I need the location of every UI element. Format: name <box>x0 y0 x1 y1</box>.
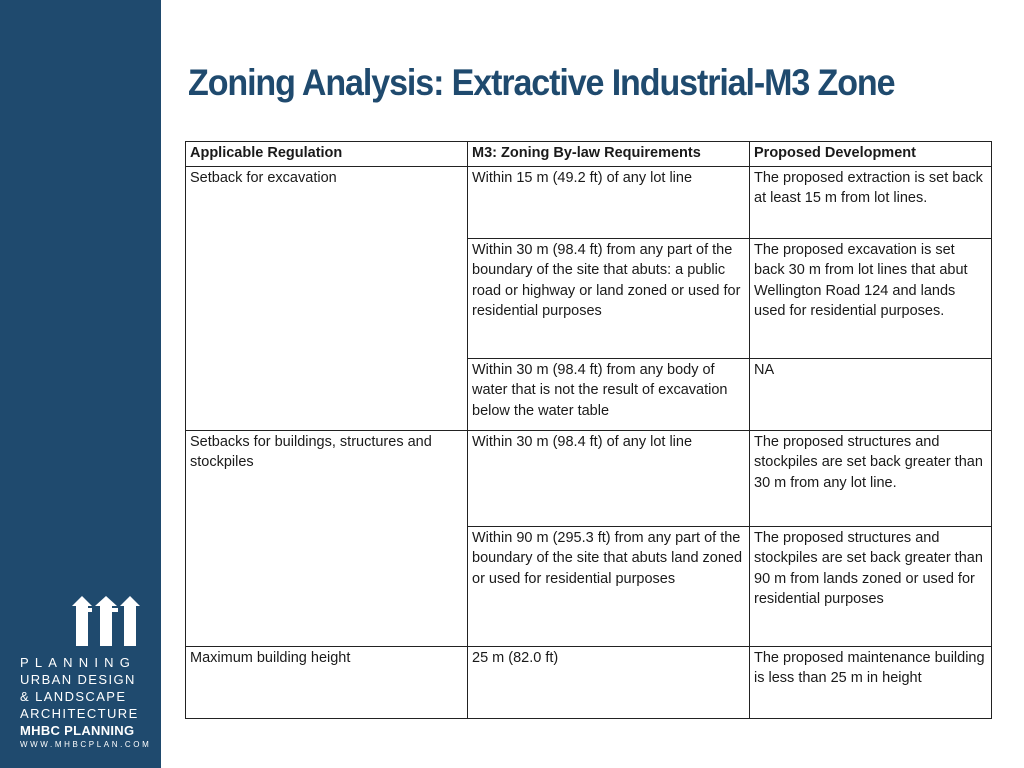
logo-line-planning: PLANNING <box>20 655 137 670</box>
proposed-cell: The proposed maintenance building is less than 25 m in height <box>750 646 992 718</box>
regulation-cell: Setbacks for buildings, structures and stockpiles <box>186 430 468 646</box>
requirement-cell: Within 30 m (98.4 ft) of any lot line <box>468 430 750 526</box>
logo-wordmark <box>20 654 150 751</box>
mhbc-logo-icon <box>68 596 144 648</box>
table-row <box>186 646 992 718</box>
table-header-row <box>186 142 992 167</box>
logo-line-architecture: ARCHITECTURE <box>20 706 139 721</box>
zoning-analysis-table <box>185 141 992 719</box>
table-row <box>186 166 992 238</box>
header-proposed-development: Proposed Development <box>750 142 992 167</box>
requirement-cell: 25 m (82.0 ft) <box>468 646 750 718</box>
proposed-cell: The proposed extraction is set back at least 15 m from lot lines. <box>750 166 992 238</box>
logo-line-urban-design: URBAN DESIGN <box>20 672 136 687</box>
header-bylaw-requirements: M3: Zoning By-law Requirements <box>468 142 750 167</box>
proposed-cell: The proposed structures and stockpiles are set back greater than 30 m from any lot line. <box>750 430 992 526</box>
header-applicable-regulation: Applicable Regulation <box>186 142 468 167</box>
requirement-cell: Within 90 m (295.3 ft) from any part of the boundary of the site that abuts land zoned or used for residential purposes <box>468 526 750 646</box>
sidebar <box>0 0 161 768</box>
requirement-cell: Within 15 m (49.2 ft) of any lot line <box>468 166 750 238</box>
proposed-cell: NA <box>750 358 992 430</box>
logo-url: WWW.MHBCPLAN.COM <box>20 740 152 749</box>
regulation-cell: Setback for excavation <box>186 166 468 430</box>
logo-brand-name: MHBC PLANNING <box>20 723 135 738</box>
slide-title: Zoning Analysis: Extractive Industrial-M3 Zone <box>188 62 895 103</box>
proposed-cell: The proposed structures and stockpiles are set back greater than 90 m from lands zoned or used for residential purposes <box>750 526 992 646</box>
logo-line-landscape: & LANDSCAPE <box>20 689 127 704</box>
requirement-cell: Within 30 m (98.4 ft) from any body of water that is not the result of excavation below the water table <box>468 358 750 430</box>
proposed-cell: The proposed excavation is set back 30 m from lot lines that abut Wellington Road 124 and lands used for residential purposes. <box>750 238 992 358</box>
regulation-cell: Maximum building height <box>186 646 468 718</box>
table-row <box>186 430 992 526</box>
requirement-cell: Within 30 m (98.4 ft) from any part of the boundary of the site that abuts: a public road or highway or land zoned or used for residential purposes <box>468 238 750 358</box>
